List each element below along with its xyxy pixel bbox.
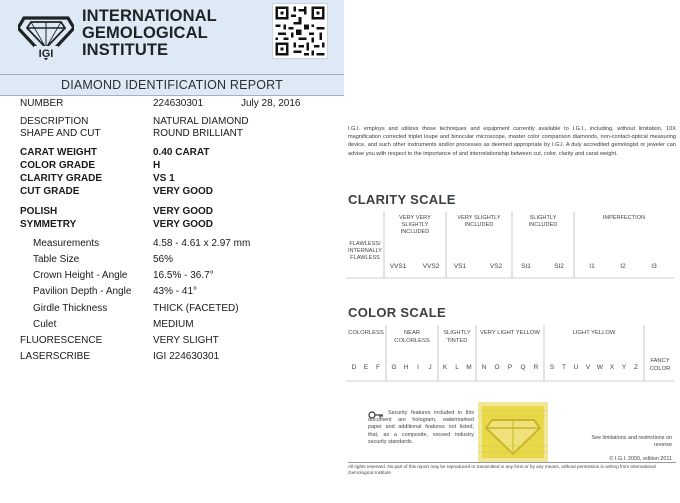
color-grade: O: [494, 364, 500, 371]
detail-row-shape: [0, 127, 344, 141]
color-grade: Q: [520, 364, 526, 371]
color-group-label: SLIGHTLY: [443, 330, 471, 336]
report-date: July 28, 2016: [241, 98, 301, 109]
detail-row-carat: [0, 146, 344, 160]
rights-text: All rights reserved. No part of this report may be reproduced or transmitted in any form or by any means, without permission in writing from International Gemological Institute: [348, 464, 656, 476]
report-title-bar: [0, 74, 344, 96]
color-grade: J: [428, 364, 432, 371]
color-grade: E: [363, 364, 369, 371]
color-group-label: TINTED: [446, 338, 468, 344]
color-grade: R: [533, 364, 539, 371]
detail-value: VS 1: [153, 173, 175, 184]
hologram-icon: [478, 402, 548, 462]
color-grade: G: [391, 364, 397, 371]
clarity-group-label: SLIGHTLY: [401, 222, 429, 228]
detail-label: Girdle Thickness: [33, 303, 108, 314]
color-group-label: COLORLESS: [394, 338, 430, 344]
report-title: DIAMOND IDENTIFICATION REPORT: [60, 78, 283, 92]
org-line-1: INTERNATIONAL: [82, 7, 217, 25]
color-grade: F: [376, 364, 380, 371]
detail-row-measurements: [0, 237, 344, 251]
detail-row-symmetry: [0, 218, 344, 232]
detail-label: FLUORESCENCE: [20, 335, 103, 346]
color-grade: N: [481, 364, 487, 371]
clarity-group-label: VERY SLIGHTLY: [457, 215, 501, 221]
clarity-grade: I3: [651, 263, 657, 270]
color-grade: Z: [634, 364, 638, 371]
detail-value: VERY SLIGHT: [153, 335, 219, 346]
copyright-text: © I.G.I. 2000, edition 2011: [609, 456, 672, 462]
footer-divider: [348, 462, 676, 463]
clarity-grade: VVS2: [422, 263, 440, 270]
detail-label: CLARITY GRADE: [20, 173, 103, 184]
color-grade: L: [455, 364, 459, 371]
color-group-label: COLORLESS: [348, 330, 384, 336]
detail-value: 56%: [153, 254, 174, 265]
color-grade: S: [549, 364, 555, 371]
detail-label: Measurements: [33, 238, 100, 249]
org-line-2: GEMOLOGICAL: [82, 24, 208, 42]
clarity-grade: I1: [589, 263, 595, 270]
color-grade: U: [573, 364, 579, 371]
detail-row-color: [0, 159, 344, 173]
org-line-3: INSTITUTE: [82, 41, 169, 59]
clarity-grade: SI2: [554, 263, 564, 270]
color-grade: W: [596, 364, 604, 371]
detail-label: POLISH: [20, 206, 58, 217]
clarity-group-label: INCLUDED: [400, 229, 430, 235]
color-group-label: LIGHT YELLOW: [572, 330, 616, 336]
igi-diamond-logo-icon: [18, 8, 74, 60]
detail-label: CARAT WEIGHT: [20, 147, 98, 158]
clarity-group-label: IMPERFECTION: [602, 215, 646, 221]
fancy-color-label-1: FANCY: [650, 358, 670, 364]
clarity-grade: VS1: [453, 263, 467, 270]
clarity-grade: VVS1: [389, 263, 407, 270]
color-group-label: VERY LIGHT YELLOW: [480, 330, 540, 336]
detail-label: SYMMETRY: [20, 219, 77, 230]
detail-value: H: [153, 160, 161, 171]
color-grade: X: [609, 364, 615, 371]
number-row: [0, 97, 344, 111]
fancy-color-label-2: COLOR: [649, 366, 671, 372]
detail-label: Table Size: [33, 254, 80, 265]
clarity-grade: VS2: [489, 263, 503, 270]
detail-value: THICK (FACETED): [153, 303, 239, 314]
color-grade: M: [466, 364, 472, 371]
detail-value: VERY GOOD: [153, 186, 214, 197]
clarity-scale-table: [346, 210, 676, 282]
detail-value: 4.58 - 4.61 x 2.97 mm: [153, 238, 251, 249]
color-grade: T: [562, 364, 566, 371]
clarity-scale-title: CLARITY SCALE: [348, 192, 456, 207]
detail-value: ROUND BRILLIANT: [153, 128, 244, 139]
detail-label: COLOR GRADE: [20, 160, 95, 171]
qr-code-icon: [273, 4, 327, 58]
color-grade: H: [403, 364, 409, 371]
detail-label: Pavilion Depth - Angle: [33, 286, 132, 297]
detail-row-culet: [0, 318, 344, 332]
report-header: [0, 0, 344, 70]
detail-value: 0.40 CARAT: [153, 147, 210, 158]
color-group-label: NEAR: [403, 330, 421, 336]
color-scale-table: [346, 323, 676, 385]
clarity-group-label: SLIGHTLY: [529, 215, 557, 221]
clarity-group-label: INCLUDED: [464, 222, 494, 228]
detail-value: MEDIUM: [153, 319, 194, 330]
detail-row-clarity: [0, 172, 344, 186]
clarity-first-label-2: INTERNALLY: [347, 248, 383, 254]
detail-label: DESCRIPTION: [20, 116, 89, 127]
color-grade: I: [417, 364, 419, 371]
detail-value: IGI 224630301: [153, 351, 220, 362]
detail-row-pavilion: [0, 285, 344, 299]
detail-label: LASERSCRIBE: [20, 351, 91, 362]
clarity-first-label-1: FLAWLESS/: [349, 241, 381, 247]
color-grade: P: [507, 364, 513, 371]
detail-label: SHAPE AND CUT: [20, 128, 101, 139]
clarity-first-label-3: FLAWLESS: [350, 255, 380, 261]
detail-row-laserscribe: [0, 350, 344, 364]
report-details: [0, 96, 344, 503]
detail-label: Culet: [33, 319, 57, 330]
security-text: Security features included in this document are hologram, watermarked paper and additional features not listed, that, as a composite, exceed industry security standards.: [368, 410, 474, 445]
clarity-group-label: INCLUDED: [528, 222, 558, 228]
detail-label: Crown Height - Angle: [33, 270, 128, 281]
color-grade: V: [585, 364, 591, 371]
detail-value: 43% - 41°: [153, 286, 198, 297]
detail-value: NATURAL DIAMOND: [153, 116, 249, 127]
clarity-group-label: VERY VERY: [399, 215, 431, 221]
intro-paragraph: I.G.I. employs and utilizes those techniques and equipment currently available to I.G.I., including, without limitation, 10X magnification corrected triplet loupe and binocular microscope, master color comparison diamonds, non-contact-optical measuring device, and such other instruments and/or processes as deemed appropriate by I.G.I. A duly accredited gemologist or jeweler can advise you with respect to the importance of and interrelationship between cut, color, clarity and carat weight.: [348, 126, 676, 157]
detail-row-cut: [0, 185, 344, 199]
number-value: 224630301: [153, 98, 204, 109]
logo-text: IGI: [38, 48, 54, 60]
detail-row-girdle: [0, 302, 344, 316]
organization-name: [82, 8, 217, 59]
color-scale-title: COLOR SCALE: [348, 305, 446, 320]
clarity-grade: SI1: [521, 263, 531, 270]
number-label: NUMBER: [20, 98, 64, 109]
detail-row-polish: [0, 205, 344, 219]
detail-value: VERY GOOD: [153, 206, 214, 217]
qr-code[interactable]: [272, 3, 328, 59]
color-grade: D: [351, 364, 357, 371]
detail-row-crown: [0, 269, 344, 283]
detail-label: CUT GRADE: [20, 186, 80, 197]
see-limitations-text: See limitations and restrictions on reverse: [591, 435, 672, 449]
color-grade: K: [442, 364, 448, 371]
color-grade: Y: [621, 364, 627, 371]
detail-value: 16.5% - 36.7°: [153, 270, 214, 281]
detail-value: VERY GOOD: [153, 219, 214, 230]
detail-row-fluorescence: [0, 334, 344, 348]
detail-row-table: [0, 253, 344, 267]
clarity-grade: I2: [620, 263, 626, 270]
